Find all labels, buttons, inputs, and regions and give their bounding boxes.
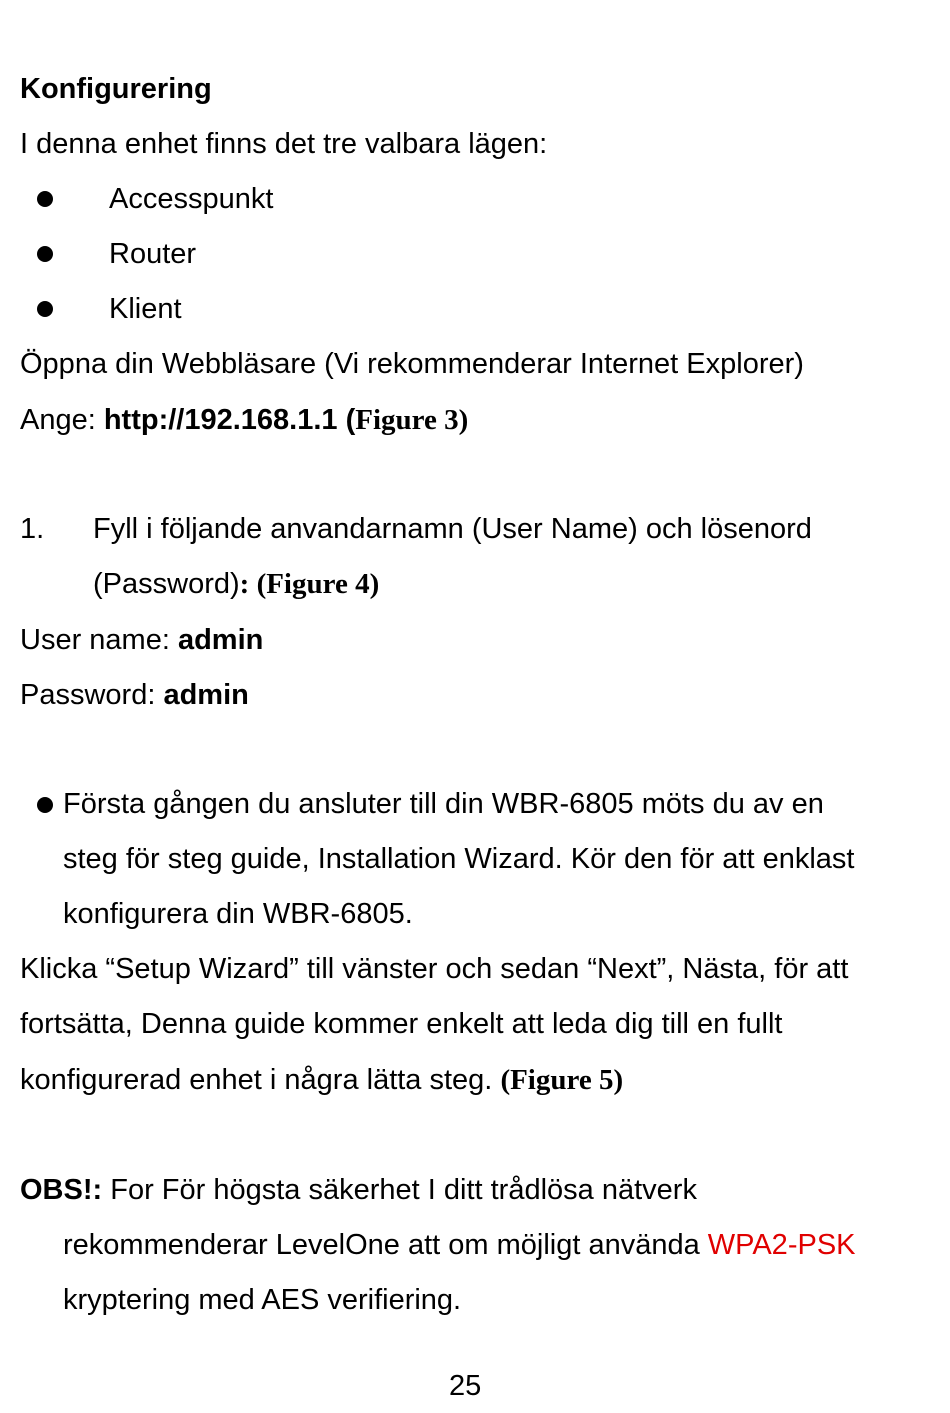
username-label: User name:: [20, 624, 178, 656]
obs-label: OBS!:: [20, 1174, 103, 1206]
obs-text: rekommenderar LevelOne att om möjligt använda: [63, 1229, 708, 1261]
figure-ref: : (Figure 4): [239, 568, 380, 600]
klicka-text: fortsätta, Denna guide kommer enkelt att leda dig till en fullt: [20, 1008, 783, 1040]
figure-ref: (Figure 5): [500, 1064, 624, 1096]
password-label: Password:: [20, 679, 164, 711]
mode-item: Router: [109, 238, 197, 270]
bullet-icon: [37, 246, 53, 262]
mode-item: Accesspunkt: [109, 183, 274, 215]
wpa2-highlight: WPA2-PSK: [707, 1229, 856, 1261]
obs-text: For För högsta säkerhet I ditt trådlösa nätverk: [102, 1174, 697, 1206]
obs-line-2: [63, 1228, 856, 1262]
step-text: Fyll i följande anvandarnamn (User Name) och lösenord: [93, 513, 812, 545]
ange-label: Ange:: [20, 404, 104, 436]
intro-text: I denna enhet finns det tre valbara lägen:: [20, 128, 548, 160]
klicka-text: Klicka “Setup Wizard” till vänster och sedan “Next”, Nästa, för att: [20, 953, 849, 985]
password-value: admin: [163, 679, 249, 711]
bullet-icon: [37, 797, 53, 813]
page-number: 25: [449, 1370, 482, 1402]
obs-text: kryptering med AES verifiering.: [63, 1284, 462, 1316]
first-time-text: steg för steg guide, Installation Wizard. Kör den för att enklast: [63, 843, 855, 875]
password-line: [20, 678, 249, 712]
router-url: http://192.168.1.1 (: [103, 404, 356, 436]
obs-line: [20, 1173, 697, 1207]
username-value: admin: [177, 624, 264, 656]
step-number: 1.: [20, 513, 45, 545]
klicka-text: konfigurerad enhet i några lätta steg.: [20, 1064, 501, 1096]
first-time-text: Första gången du ansluter till din WBR-6805 möts du av en: [63, 788, 824, 820]
ange-line: [20, 403, 468, 437]
browser-instruction: Öppna din Webbläsare (Vi rekommenderar Internet Explorer): [20, 348, 804, 380]
password-word: (Password): [93, 568, 240, 600]
bullet-icon: [37, 191, 53, 207]
section-heading: Konfigurering: [20, 73, 212, 105]
first-time-text: konfigurera din WBR-6805.: [63, 898, 413, 930]
figure-ref: Figure 3): [355, 404, 469, 436]
username-line: [20, 623, 263, 657]
mode-item: Klient: [109, 293, 182, 325]
klicka-text-last: [20, 1063, 623, 1097]
step-text-cont: [93, 567, 379, 601]
bullet-icon: [37, 301, 53, 317]
